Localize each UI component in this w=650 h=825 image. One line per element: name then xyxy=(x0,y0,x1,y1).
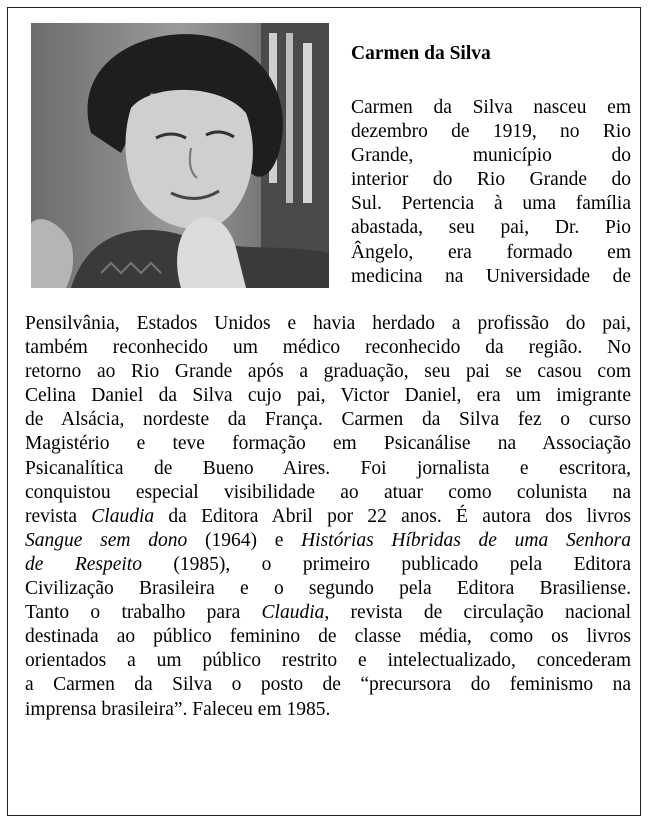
text-line: Psicanalítica de Bueno Aires. Foi jornalista e escritora, xyxy=(25,457,631,479)
text-line: Pensilvânia, Estados Unidos e havia herdado a profissão do pai, xyxy=(25,313,631,334)
text-fragment: revista xyxy=(25,505,92,527)
text-line: Sul. Pertencia à uma família xyxy=(351,193,631,215)
text-line: Celina Daniel da Silva cujo pai, Victor Daniel, era um imigrante xyxy=(25,385,631,407)
text-line: Magistério e teve formação em Psicanálise na Associação xyxy=(25,433,631,455)
text-line: Ângelo, era formado em xyxy=(351,241,631,263)
book-title: de Respeito xyxy=(25,553,142,575)
text-fragment: (1964) e xyxy=(187,529,302,551)
text-fragment: da Editora Abril por 22 anos. É autora dos livros xyxy=(154,505,632,527)
text-line xyxy=(25,529,631,553)
book-title: Histórias Híbridas de uma Senhora xyxy=(301,529,631,551)
text-line: Grande, município do xyxy=(351,145,631,167)
text-line: a Carmen da Silva o posto de “precursora do feminismo na xyxy=(25,674,631,696)
bio-card xyxy=(7,7,641,816)
text-line: abastada, seu pai, Dr. Pio xyxy=(351,217,631,239)
text-line: também reconhecido um médico reconhecido da região. No xyxy=(25,337,631,359)
text-line: interior do Rio Grande do xyxy=(351,169,631,191)
text-line xyxy=(25,601,631,625)
text-line: retorno ao Rio Grande após a graduação, seu pai se casou com xyxy=(25,361,631,383)
text-line: orientados a um público restrito e intelectualizado, concederam xyxy=(25,650,631,672)
text-line: conquistou especial visibilidade ao atuar como colunista na xyxy=(25,481,631,503)
bio-main-paragraph xyxy=(25,312,631,722)
text-line: destinada ao público feminino de classe média, como os livros xyxy=(25,626,631,648)
portrait-image xyxy=(31,23,329,288)
text-line: imprensa brasileira”. Faleceu em 1985. xyxy=(25,698,331,720)
bio-title: Carmen da Silva xyxy=(351,43,491,64)
bio-side-paragraph xyxy=(351,96,631,289)
text-line xyxy=(25,553,631,577)
text-line xyxy=(25,505,631,529)
portrait-photo xyxy=(31,23,329,288)
text-fragment: Tanto o trabalho para xyxy=(25,602,262,624)
book-title: Sangue sem dono xyxy=(25,529,188,551)
text-line: Civilização Brasileira e o segundo pela Editora Brasiliense. xyxy=(25,578,631,600)
text-line: medicina na Universidade de xyxy=(351,265,631,287)
text-fragment: (1985), o primeiro publicado pela Editora xyxy=(141,553,631,575)
text-line: Carmen da Silva nasceu em xyxy=(351,97,631,118)
text-fragment: , revista de circulação nacional xyxy=(324,602,631,624)
text-line: dezembro de 1919, no Rio xyxy=(351,121,631,143)
text-line: de Alsácia, nordeste da França. Carmen da Silva fez o curso xyxy=(25,409,631,431)
magazine-title: Claudia xyxy=(91,505,155,527)
magazine-title: Claudia xyxy=(261,602,325,624)
